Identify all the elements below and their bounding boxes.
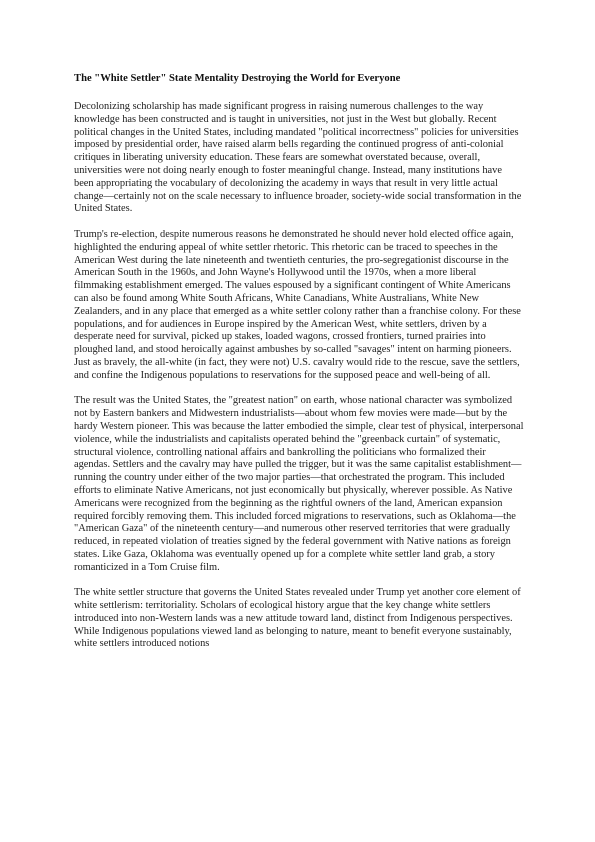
document-title: The "White Settler" State Mentality Destroying the World for Everyone bbox=[74, 73, 401, 84]
paragraph-4: The white settler structure that governs the United States revealed under Trump yet another core element of white settlerism: territoriality. Scholars of ecological history argue that the key change white settlers introduced into non-Western lands was a new attitude toward land, distinct from Indigenous perspectives. While Indigenous populations viewed land as belonging to nature, meant to benefit everyone sustainably, white settlers introduced notions bbox=[74, 587, 521, 650]
document-body bbox=[74, 101, 524, 664]
paragraph-1: Decolonizing scholarship has made significant progress in raising numerous challenges to the way knowledge has been constructed and is taught in universities, not just in the West but globally. Recent political changes in the United States, including mandated "political incorrectness" policies for universities imposed by presidential order, have raised alarm bells regarding the continued progress of anti-colonial critiques in liberating university education. These fears are somewhat overstated because, overall, universities were not doing nearly enough to foster meaningful change. Instead, many institutions have been appropriating the vocabulary of decolonizing the academy in ways that result in very little actual change—certainly not on the scale necessary to influence broader, society-wide social transformation in the United States. bbox=[74, 101, 522, 215]
paragraph-2: Trump's re-election, despite numerous reasons he demonstrated he should never hold elected office again, highlighted the enduring appeal of white settler rhetoric. This rhetoric can be traced to speeches in the American West during the late nineteenth and twentieth centuries, the pro-segregationist discourse in the American South in the 1960s, and John Wayne's Hollywood until the 1970s, when a more liberal filmmaking establishment emerged. The values espoused by a significant contingent of White Americans can also be found among White South Africans, White Canadians, White Australians, White New Zealanders, and in any place that emerged as a white settler colony rather than a franchise colony. For these populations, and for audiences in Europe inspired by the American West, white settlers, driven by a desperate need for survival, picked up stakes, loaded wagons, crossed frontiers, turned prairies into ploughed land, and stood heroically against ambushes by so-called "savages" intent on harming pioneers. Just as bravely, the all-white (in fact, they were not) U.S. cavalry would ride to the rescue, save the settlers, and confine the Indigenous populations to reservations for the supposed peace and well-being of all. bbox=[74, 228, 521, 381]
paragraph-3: The result was the United States, the "greatest nation" on earth, whose national character was symbolized not by Eastern bankers and Midwestern industrialists—about whom few movies were made—but by the hardy Western pioneer. This was because the latter embodied the simple, clear test of physical, interpersonal violence, while the industrialists and capitalists operated behind the "greenback curtain" of systematic, structural violence, controlling national affairs and bankrolling the politicians who formalized their agendas. Settlers and the cavalry may have pulled the trigger, but it was the same capitalist establishment—running the country under either of the two major parties—that orchestrated the program. This included efforts to eliminate Native Americans, not just economically but physically, wherever possible. As Native Americans were recognized from the beginning as the rightful owners of the land, American expansion required forcibly removing them. This included forced migrations to reservations, such as Oklahoma—the "American Gaza" of the nineteenth century—and numerous other reserved territories that were gradually reduced, in repeated violation of treaties signed by the federal government with Native nations as foreign states. Like Gaza, Oklahoma was eventually opened up for a complete white settler land grab, a story romanticized in a Tom Cruise film. bbox=[74, 395, 524, 573]
